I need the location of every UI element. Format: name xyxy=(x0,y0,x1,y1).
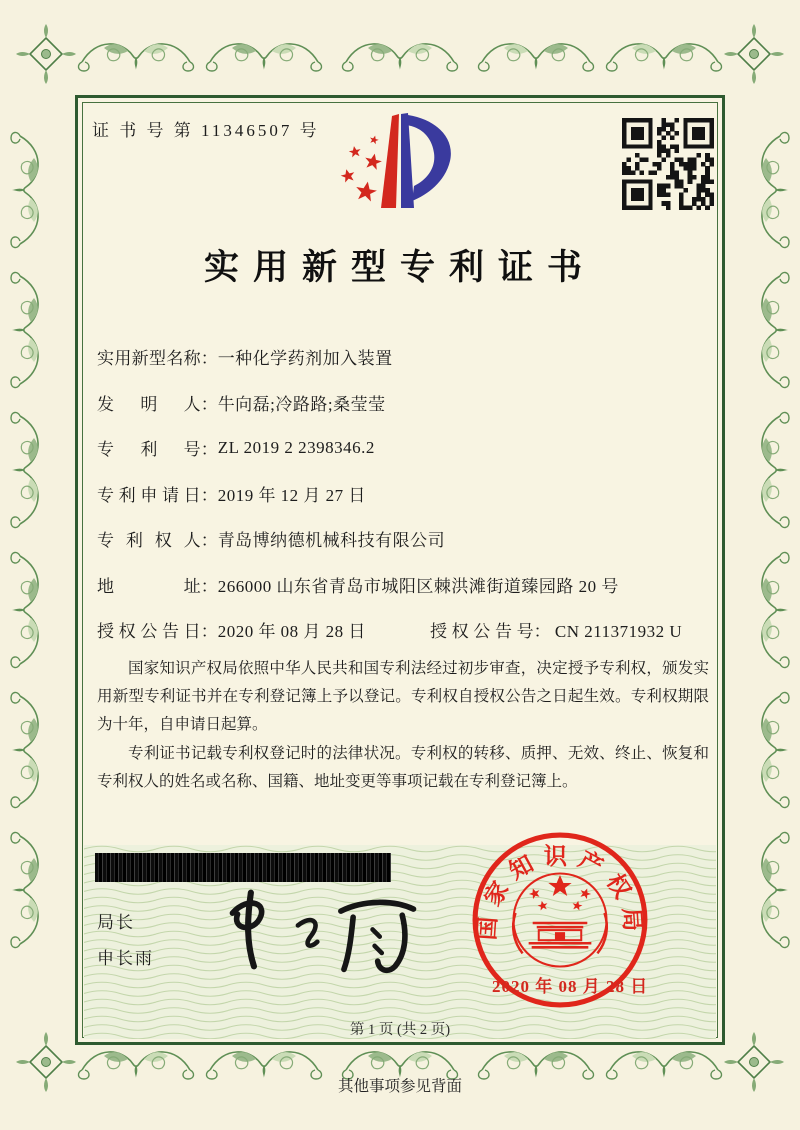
field-label: 专利号 xyxy=(97,440,201,460)
field-label: 授权公告日 xyxy=(97,622,201,642)
field-label: 发明人 xyxy=(97,394,201,414)
field-utility-model-name xyxy=(97,334,707,380)
field-value: 2020 年 08 月 28 日 xyxy=(217,622,366,642)
certificate-title: 实用新型专利证书 xyxy=(203,248,596,287)
field-label: 专利权人 xyxy=(97,531,201,551)
seal-ring-text: 国家知识产权局 xyxy=(474,844,646,942)
field-value: 牛向磊;冷路路;桑莹莹 xyxy=(217,394,386,414)
field-address xyxy=(97,562,707,608)
field-grant-number xyxy=(430,617,682,642)
legal-paragraph-2: 专利证书记载专利权登记时的法律状况。专利权的转移、质押、无效、终止、恢复和专利权人的姓名或名称、国籍、地址变更等事项记载在专利登记簿上。 xyxy=(97,744,709,790)
field-patent-number xyxy=(97,425,707,471)
colon: ： xyxy=(200,349,218,369)
field-label: 专利申请日 xyxy=(97,485,201,505)
colon: ： xyxy=(200,622,218,642)
colon: ： xyxy=(533,622,551,642)
field-filing-date xyxy=(97,471,707,517)
commissioner-name: 申长雨 xyxy=(97,949,154,968)
field-patentee xyxy=(97,516,707,562)
field-label: 授权公告号 xyxy=(429,622,534,642)
colon: ： xyxy=(200,576,218,596)
colon: ： xyxy=(200,531,218,551)
field-inventors xyxy=(97,380,707,426)
cnipa-logo-icon xyxy=(335,100,465,230)
field-value: ZL 2019 2 2398346.2 xyxy=(217,437,375,457)
colon: ： xyxy=(200,440,218,460)
field-value: 2019 年 12 月 27 日 xyxy=(217,485,366,505)
field-value: CN 211371932 U xyxy=(554,622,683,642)
field-value: 266000 山东省青岛市城阳区棘洪滩街道臻园路 20 号 xyxy=(217,576,619,596)
field-label: 实用新型名称 xyxy=(97,349,201,369)
field-value: 青岛博纳德机械科技有限公司 xyxy=(217,531,446,551)
commissioner-title: 局长 xyxy=(97,913,135,932)
field-grant-date xyxy=(97,607,707,653)
legal-text xyxy=(97,655,709,796)
legal-paragraph-1: 国家知识产权局依照中华人民共和国专利法经过初步审查，决定授予专利权，颁发实用新型专利证书并在专利登记簿上予以登记。专利权自授权公告之日起生效。专利权期限为十年，自申请日起算。 xyxy=(97,660,709,734)
page-indicator: 第 1 页 (共 2 页) xyxy=(349,1022,451,1038)
colon: ： xyxy=(200,485,218,505)
colon: ： xyxy=(200,394,218,414)
commissioner-signature xyxy=(212,876,437,989)
field-rows xyxy=(97,334,707,653)
field-value: 一种化学药剂加入装置 xyxy=(217,349,393,369)
seal-date: 2020 年 08 月 28 日 xyxy=(492,977,649,996)
qr-code xyxy=(622,118,714,210)
field-label: 地址 xyxy=(97,576,201,596)
certificate-number: 证 书 号 第 11346507 号 xyxy=(92,121,320,140)
back-note: 其他事项参见背面 xyxy=(337,1078,462,1095)
